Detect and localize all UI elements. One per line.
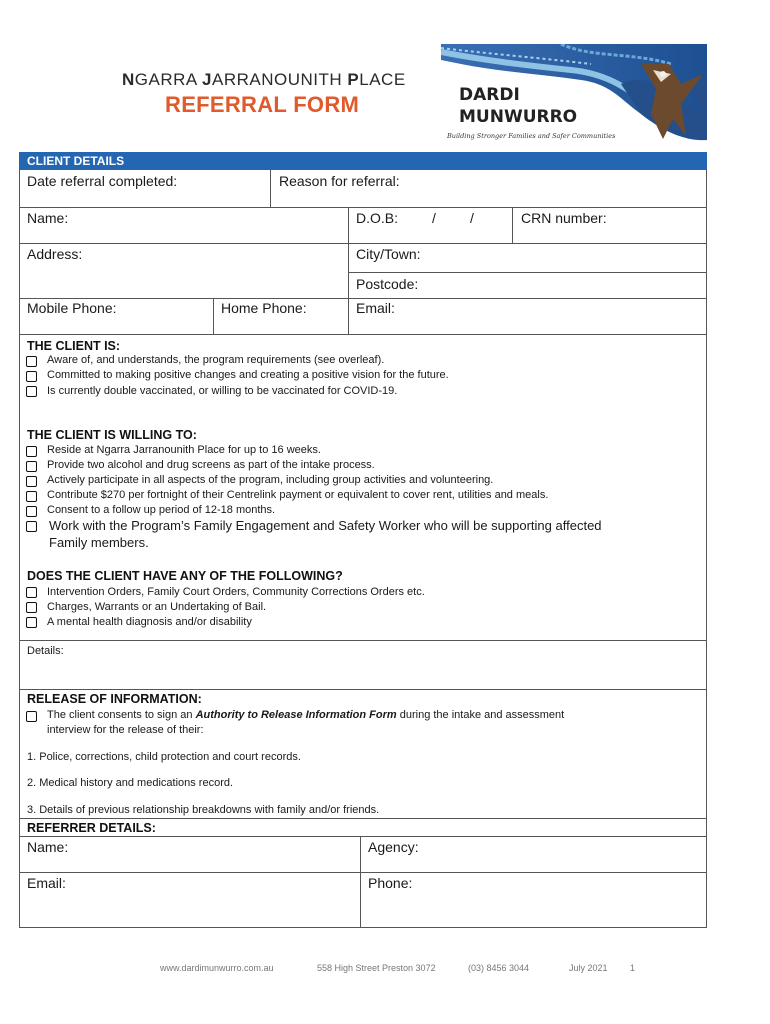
release-consent-text: The client consents to sign an Authority to Release Information Form during the intake and assessment: [47, 709, 565, 721]
city-town-field[interactable]: City/Town:: [356, 246, 421, 262]
checkbox[interactable]: [26, 587, 37, 598]
willing-item: Actively participate in all aspects of the program, including group activities and volunteering.: [47, 474, 494, 486]
release-consent-continued: interview for the release of their:: [47, 724, 204, 736]
dob-separator: /: [470, 210, 474, 226]
checkbox[interactable]: [26, 386, 37, 397]
svg-text:MUNWURRO: MUNWURRO: [459, 107, 578, 127]
client-email-field[interactable]: Email:: [356, 300, 395, 316]
footer-date: July 2021: [569, 963, 608, 973]
home-phone-field[interactable]: Home Phone:: [221, 300, 307, 316]
footer-address: 558 High Street Preston 3072: [317, 963, 436, 973]
client-is-item: Is currently double vaccinated, or willing to be vaccinated for COVID-19.: [47, 385, 398, 397]
referrer-phone-field[interactable]: Phone:: [368, 875, 413, 891]
page-number: 1: [630, 963, 636, 973]
form-title: REFERRAL FORM: [165, 92, 360, 117]
willing-item: Provide two alcohol and drug screens as part of the intake process.: [47, 459, 375, 471]
release-record-item: 3. Details of previous relationship breakdowns with family and/or friends.: [27, 804, 380, 816]
client-is-item: Aware of, and understands, the program requirements (see overleaf).: [47, 354, 385, 366]
address-field[interactable]: Address:: [27, 246, 83, 262]
checkbox[interactable]: [26, 476, 37, 487]
willing-item: Contribute $270 per fortnight of their Centrelink payment or equivalent to cover rent, utilities and meals.: [47, 489, 549, 501]
referrer-email-field[interactable]: Email:: [27, 875, 66, 891]
client-details-heading: CLIENT DETAILS: [19, 152, 707, 170]
checkbox[interactable]: [26, 711, 37, 722]
date-referral-field[interactable]: Date referral completed:: [27, 173, 178, 189]
following-item: Intervention Orders, Family Court Orders, Community Corrections Orders etc.: [47, 586, 425, 598]
checkbox[interactable]: [26, 371, 37, 382]
checkbox[interactable]: [26, 461, 37, 472]
checkbox[interactable]: [26, 506, 37, 517]
checkbox[interactable]: [26, 602, 37, 613]
client-is-item: Committed to making positive changes and creating a positive vision for the future.: [47, 369, 449, 381]
willing-item-continued: Family members.: [49, 535, 149, 550]
client-is-heading: THE CLIENT IS:: [27, 339, 121, 353]
release-heading: RELEASE OF INFORMATION:: [27, 692, 202, 706]
willing-item: Work with the Program’s Family Engagement and Safety Worker who will be supporting affected: [49, 518, 602, 533]
checkbox[interactable]: [26, 356, 37, 367]
checkbox[interactable]: [26, 521, 37, 532]
following-heading: DOES THE CLIENT HAVE ANY OF THE FOLLOWING?: [27, 569, 343, 583]
client-name-field[interactable]: Name:: [27, 210, 69, 226]
crn-number-field[interactable]: CRN number:: [521, 210, 607, 226]
reason-for-referral-field[interactable]: Reason for referral:: [279, 173, 400, 189]
following-item: Charges, Warrants or an Undertaking of Bail.: [47, 601, 267, 613]
footer-website: www.dardimunwurro.com.au: [160, 963, 274, 973]
svg-text:Building Stronger Families and: Building Stronger Families and Safer Communities: [447, 132, 616, 140]
footer-phone: (03) 8456 3044: [468, 963, 530, 973]
dardi-munwurro-logo: [441, 44, 707, 148]
following-item: A mental health diagnosis and/or disability: [47, 616, 252, 628]
referrer-name-field[interactable]: Name:: [27, 839, 69, 855]
postcode-field[interactable]: Postcode:: [356, 276, 419, 292]
mobile-phone-field[interactable]: Mobile Phone:: [27, 300, 117, 316]
willing-item: Reside at Ngarra Jarranounith Place for up to 16 weeks.: [47, 444, 321, 456]
release-record-item: 2. Medical history and medications record.: [27, 777, 234, 789]
organisation-title: NGARRA JARRANOUNITH PLACE: [122, 70, 406, 89]
checkbox[interactable]: [26, 491, 37, 502]
release-record-item: 1. Police, corrections, child protection and court records.: [27, 751, 301, 763]
referrer-agency-field[interactable]: Agency:: [368, 839, 419, 855]
dob-separator: /: [432, 210, 436, 226]
checkbox[interactable]: [26, 617, 37, 628]
checkbox[interactable]: [26, 446, 37, 457]
referrer-heading: REFERRER DETAILS:: [27, 821, 156, 835]
willing-item: Consent to a follow up period of 12-18 months.: [47, 504, 276, 516]
svg-text:DARDI: DARDI: [459, 85, 520, 105]
details-field[interactable]: Details:: [27, 645, 64, 657]
dob-field[interactable]: D.O.B:: [356, 210, 399, 226]
client-willing-heading: THE CLIENT IS WILLING TO:: [27, 428, 197, 442]
